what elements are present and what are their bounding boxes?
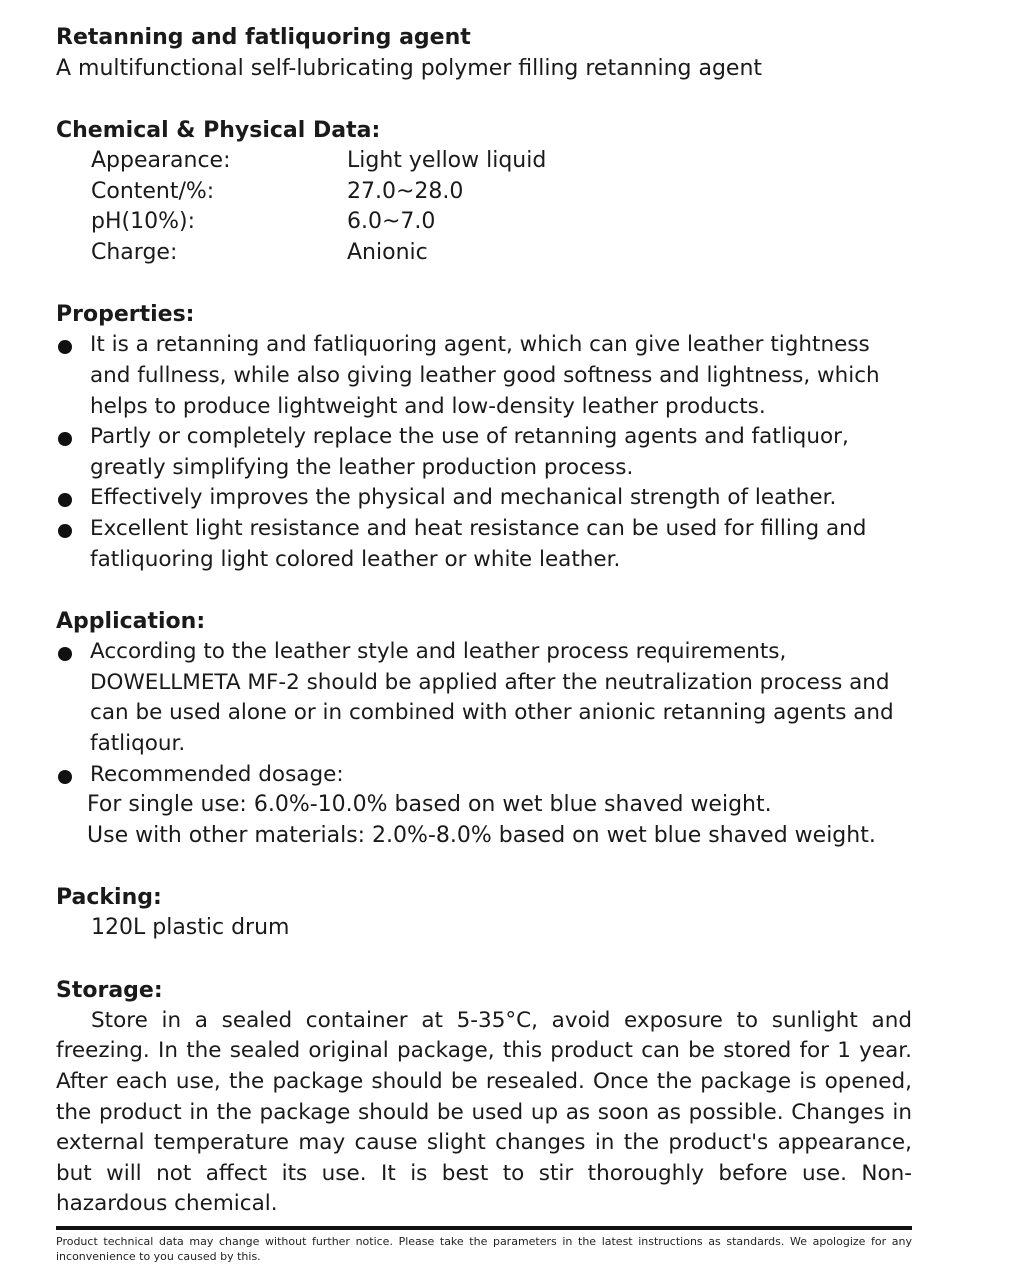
list-item [56,514,912,575]
chemical-heading: Chemical & Physical Data: [56,118,381,143]
list-item-text: Excellent light resistance and heat resistance can be used for filling and fatliquoring light colored leather or white leather. [90,515,867,572]
chemical-physical-section [56,116,912,268]
row-label: Appearance: [91,148,231,173]
properties-list [56,330,912,575]
bullet-icon [58,647,72,661]
row-label: Content/%: [91,178,215,204]
dosage-single-use: For single use: 6.0%-10.0% based on wet blue shaved weight. [87,792,772,818]
properties-heading: Properties: [56,302,195,328]
document-subtitle: A multifunctional self-lubricating polymer filling retanning agent [56,56,763,81]
list-item-text: Partly or completely replace the use of retanning agents and fatliquor, greatly simplifying the leather production process. [90,424,849,480]
packing-heading: Packing: [56,885,162,911]
bullet-icon [58,432,72,446]
list-item-text: It is a retanning and fatliquoring agent, which can give leather tightness and fullness, while also giving leather good softness and lightness, which helps to produce lightweight and low-density leather products. [90,332,880,419]
document-title: Retanning and fatliquoring agent [56,25,471,50]
packing-text: 120L plastic drum [91,915,290,941]
row-label: pH(10%): [91,209,195,235]
list-item [56,422,912,483]
storage-section [56,976,912,1220]
table-row [91,177,546,208]
list-item [56,483,912,514]
row-value: 27.0~28.0 [347,178,464,204]
application-list [56,637,912,790]
dosage-with-other-materials: Use with other materials: 2.0%-8.0% based on wet blue shaved weight. [87,822,876,848]
packing-section [56,883,912,944]
storage-text: Store in a sealed container at 5-35°C, avoid exposure to sunlight and freezing. In the sealed original package, this product can be stored for 1 year. After each use, the package should be resealed. Once the package is opened, the product in the package should be used up as soon as possible. Changes in external temperature may cause slight changes in the product's appearance, but will not affect its use. It is best to stir thoroughly before use. Non-hazardous chemical. [56,1007,912,1217]
application-section [56,607,912,851]
document [56,22,912,1264]
list-item [56,330,912,422]
bullet-icon [58,770,72,784]
row-label: Charge: [91,239,178,265]
row-value: Light yellow liquid [347,148,547,173]
footnote: Product technical data may change without further notice. Please take the parameters in the latest instructions as standards. We apologize for any inconvenience to you caused by this. [56,1235,912,1264]
list-item-text: Effectively improves the physical and mechanical strength of leather. [90,485,837,511]
application-heading: Application: [56,609,206,635]
list-item [56,760,912,791]
table-row [91,238,546,269]
storage-heading: Storage: [56,977,163,1003]
bullet-icon [58,524,72,538]
chemical-data-table [91,146,546,268]
row-value: Anionic [347,239,428,265]
row-value: 6.0~7.0 [347,209,436,235]
list-item-text: Recommended dosage: [90,761,344,787]
table-row [91,207,546,238]
table-row [91,146,546,177]
list-item-text: According to the leather style and leather process requirements, DOWELLMETA MF-2 should be applied after the neutralization process and can be used alone or in combined with other anionic retanning agents and fatliqour. [90,639,894,756]
bullet-icon [58,340,72,354]
properties-section [56,300,912,575]
bullet-icon [58,493,72,507]
list-item [56,637,912,759]
footer-divider [56,1226,912,1230]
